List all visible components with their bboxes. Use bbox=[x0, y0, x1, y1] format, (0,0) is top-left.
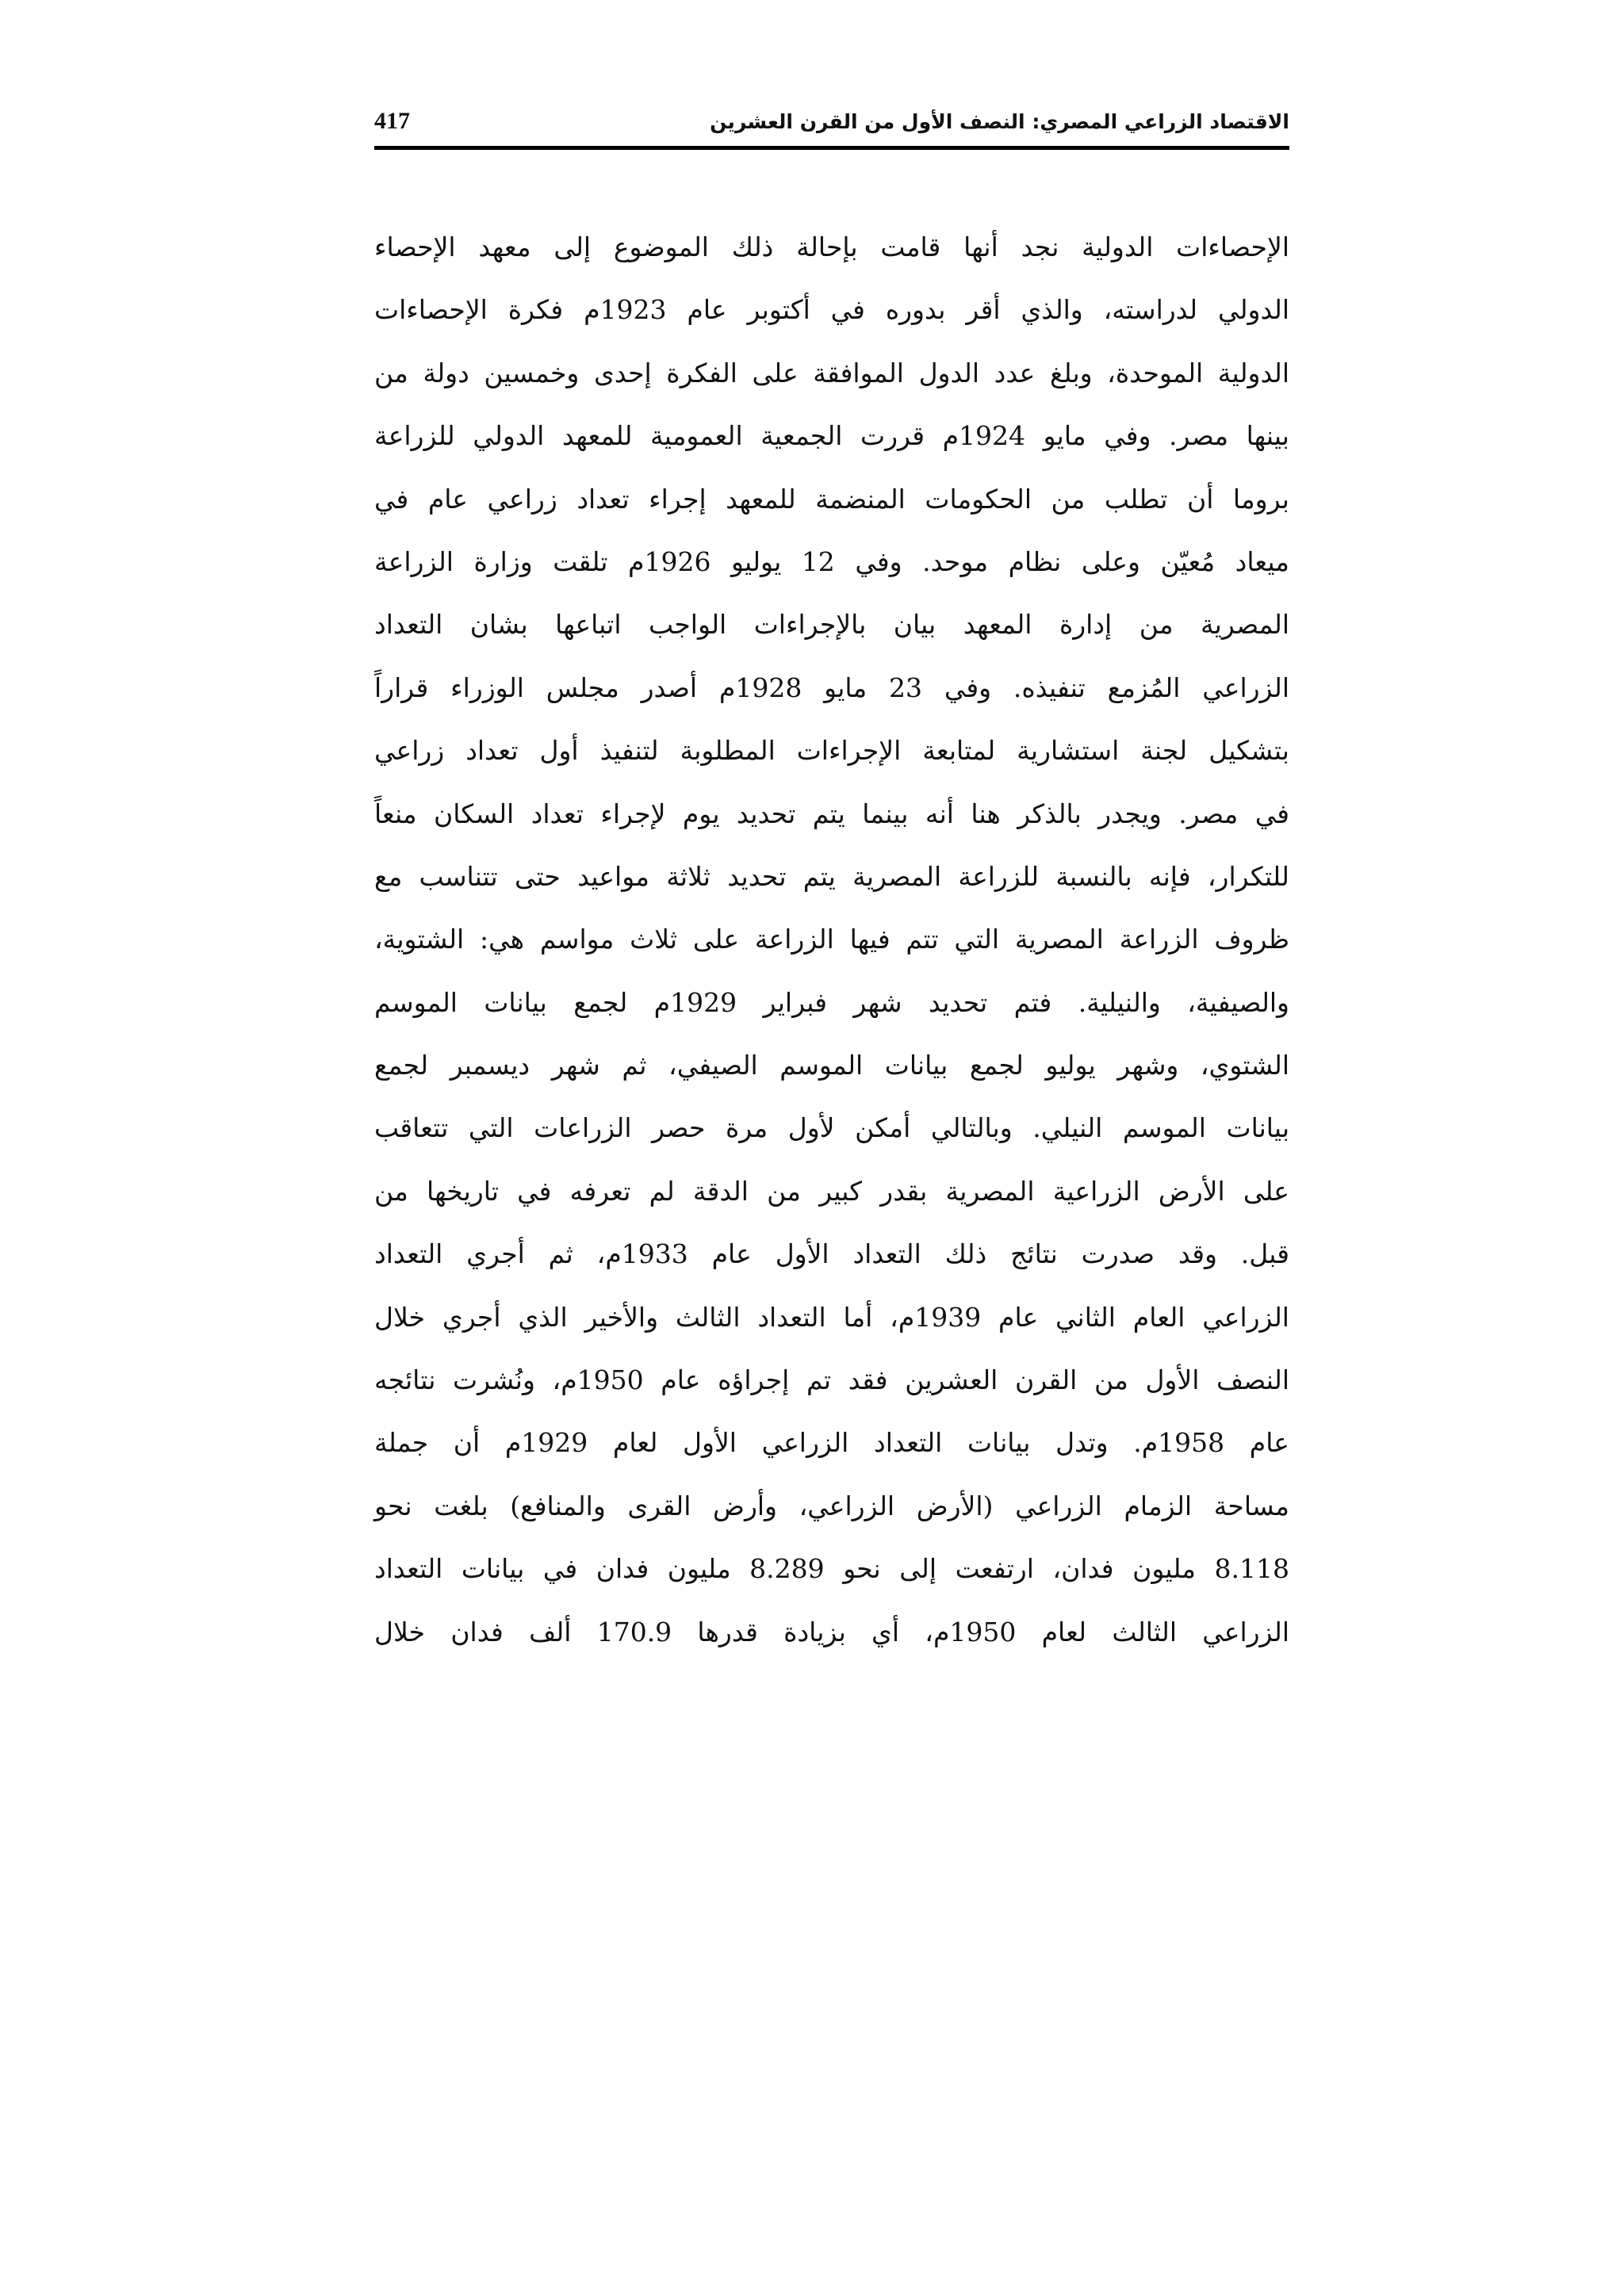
running-header bbox=[374, 101, 1289, 141]
text-line: 8.118 مليون فدان، ارتفعت إلى نحو 8.289 مليون فدان في بيانات التعداد bbox=[374, 1553, 1290, 1585]
text-line: الدولي لدراسته، والذي أقر بدوره في أكتوبر عام 1923م فكرة الإحصاءات bbox=[374, 294, 1289, 326]
text-line: بينها مصر. وفي مايو 1924م قررت الجمعية العمومية للمعهد الدولي للزراعة bbox=[374, 420, 1289, 452]
running-title: الاقتصاد الزراعي المصري: النصف الأول من القرن العشرين bbox=[710, 109, 1289, 133]
text-line: على الأرض الزراعية المصرية بقدر كبير من الدقة لم تعرفه في تاريخها من bbox=[374, 1175, 1289, 1207]
text-line: الزراعي العام الثاني عام 1939م، أما التعداد الثالث والأخير الذي أجري خلال bbox=[374, 1301, 1289, 1333]
text-line: بتشكيل لجنة استشارية لمتابعة الإجراءات المطلوبة لتنفيذ أول تعداد زراعي bbox=[374, 735, 1289, 767]
text-line: الزراعي الثالث لعام 1950م، أي بزيادة قدرها 170.9 ألف فدان خلال bbox=[374, 1616, 1289, 1647]
text-line: ظروف الزراعة المصرية التي تتم فيها الزراعة على ثلاث مواسم هي: الشتوية، bbox=[374, 924, 1289, 955]
text-line: في مصر. ويجدر بالذكر هنا أنه بينما يتم تحديد يوم لإجراء تعداد السكان منعاً bbox=[374, 798, 1289, 829]
text-line: ميعاد مُعيّن وعلى نظام موحد. وفي 12 يوليو 1926م تلقت وزارة الزراعة bbox=[374, 545, 1289, 577]
text-line: الشتوي، وشهر يوليو لجمع بيانات الموسم الصيفي، ثم شهر ديسمبر لجمع bbox=[374, 1050, 1289, 1081]
text-line: مساحة الزمام الزراعي (الأرض الزراعي، وأرض القرى والمنافع) بلغت نحو bbox=[374, 1490, 1289, 1521]
text-line: قبل. وقد صدرت نتائج ذلك التعداد الأول عام 1933م، ثم أجري التعداد bbox=[374, 1238, 1289, 1270]
body-paragraph bbox=[374, 216, 1289, 1663]
text-line: للتكرار، فإنه بالنسبة للزراعة المصرية يتم تحديد ثلاثة مواعيد حتى تتناسب مع bbox=[374, 860, 1289, 892]
text-line: والصيفية، والنيلية. فتم تحديد شهر فبراير 1929م لجمع بيانات الموسم bbox=[374, 986, 1289, 1018]
text-line: الإحصاءات الدولية نجد أنها قامت بإحالة ذلك الموضوع إلى معهد الإحصاء bbox=[374, 232, 1289, 262]
text-line: عام 1958م. وتدل بيانات التعداد الزراعي الأول لعام 1929م أن جملة bbox=[374, 1427, 1289, 1459]
text-line: الدولية الموحدة، وبلغ عدد الدول الموافقة على الفكرة إحدى وخمسين دولة من bbox=[374, 357, 1289, 388]
text-line: المصرية من إدارة المعهد بيان بالإجراءات الواجب اتباعها بشان التعداد bbox=[374, 609, 1289, 641]
page-number: 417 bbox=[374, 108, 410, 134]
text-line: النصف الأول من القرن العشرين فقد تم إجراؤه عام 1950م، ونُشرت نتائجه bbox=[374, 1364, 1289, 1396]
header-rule bbox=[374, 146, 1289, 150]
text-line: الزراعي المُزمع تنفيذه. وفي 23 مايو 1928م أصدر مجلس الوزراء قراراً bbox=[374, 672, 1289, 703]
text-line: بيانات الموسم النيلي. وبالتالي أمكن لأول مرة حصر الزراعات التي تتعاقب bbox=[374, 1112, 1289, 1144]
text-line: بروما أن تطلب من الحكومات المنضمة للمعهد إجراء تعداد زراعي عام في bbox=[374, 483, 1289, 515]
